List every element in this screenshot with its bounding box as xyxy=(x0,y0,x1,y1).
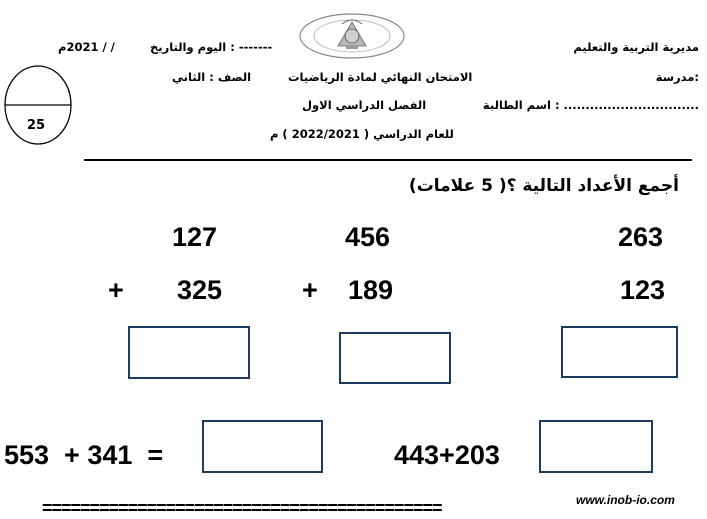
exam-title: الامتحان النهائي لمادة الرياضيات xyxy=(288,70,473,84)
date-value: / / 2021م xyxy=(58,40,115,54)
problem-2-top: 456 xyxy=(345,222,391,252)
problem-1-bottom: 123 xyxy=(620,275,666,305)
problem-3-bottom: 325 xyxy=(177,275,223,305)
header-divider xyxy=(84,159,692,161)
answer-box-4[interactable] xyxy=(539,420,653,473)
answer-box-2[interactable] xyxy=(339,332,451,384)
grade-label: الصف : الثاني xyxy=(172,70,252,84)
score-circle xyxy=(3,64,73,146)
problem-3-top: 127 xyxy=(172,222,218,252)
school-label: مدرسة: xyxy=(655,70,699,84)
directorate-label: مديرية التربية والتعليم xyxy=(573,40,699,54)
school-year-label: للعام الدراسي ( 2022/2021 ) م xyxy=(270,127,454,141)
inline-problem-1: 443+203 xyxy=(394,440,500,470)
ministry-emblem xyxy=(298,12,406,60)
problem-2-sign: + xyxy=(302,275,318,305)
website-watermark: www.inob-io.com xyxy=(576,493,675,507)
answer-box-3[interactable] xyxy=(128,326,250,379)
inline-problem-2: 553 + 341 = xyxy=(4,440,164,470)
score-total: 25 xyxy=(27,118,46,133)
problem-3-sign: + xyxy=(108,275,124,305)
problem-1-top: 263 xyxy=(618,222,664,252)
question-prompt: أجمع الأعداد التالية ؟( 5 علامات) xyxy=(408,176,679,196)
semester-label: الفصل الدراسي الاول xyxy=(302,98,427,112)
footer-separator: ========================================== xyxy=(42,498,442,518)
problem-2-bottom: 189 xyxy=(348,275,394,305)
student-name-field: اسم الطالبة : ............................... xyxy=(482,98,699,112)
day-date-label: اليوم والتاريخ : ------- xyxy=(150,40,273,54)
answer-box-1[interactable] xyxy=(561,326,678,378)
answer-box-5[interactable] xyxy=(202,420,323,473)
